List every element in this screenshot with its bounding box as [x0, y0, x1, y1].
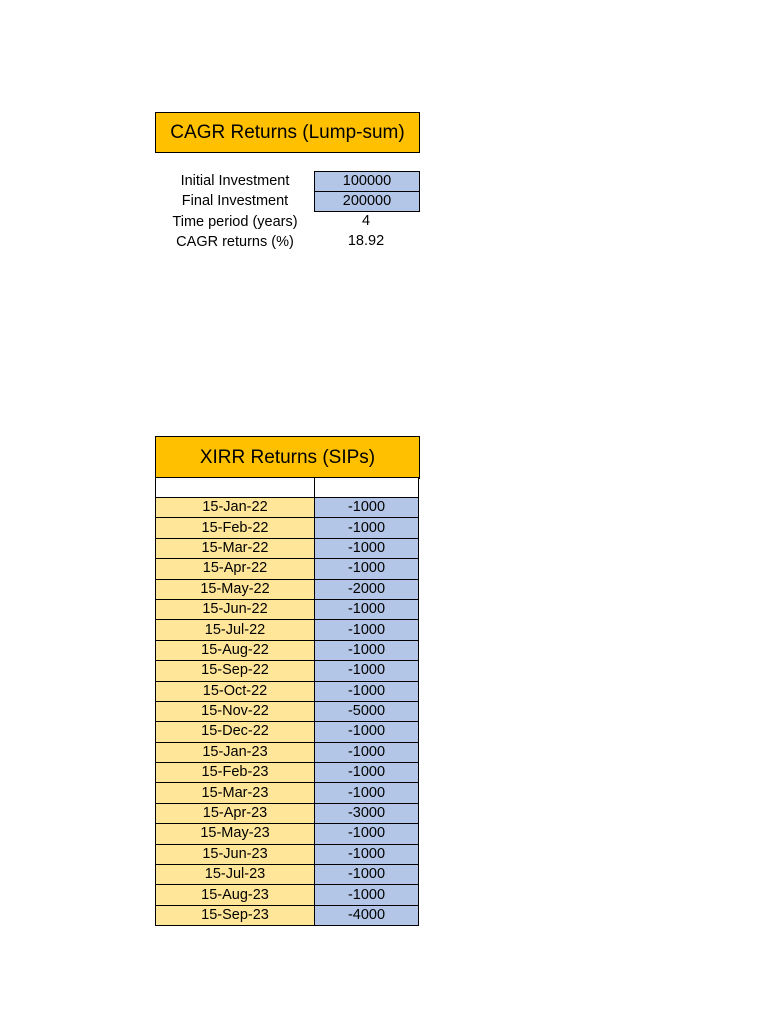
xirr-date-cell[interactable]: 15-Apr-23	[156, 803, 315, 823]
xirr-row	[156, 579, 419, 599]
xirr-amount-cell[interactable]: -1000	[315, 661, 419, 681]
xirr-date-cell[interactable]: 15-May-23	[156, 824, 315, 844]
xirr-amount-cell[interactable]: -5000	[315, 701, 419, 721]
xirr-row	[156, 701, 419, 721]
xirr-amount-cell[interactable]: -4000	[315, 905, 419, 925]
xirr-date-cell[interactable]: 15-Sep-23	[156, 905, 315, 925]
xirr-title-text: XIRR Returns (SIPs)	[199, 446, 376, 468]
xirr-row	[156, 885, 419, 905]
xirr-date-cell[interactable]: 15-Aug-22	[156, 640, 315, 660]
xirr-row	[156, 865, 419, 885]
xirr-row	[156, 518, 419, 538]
xirr-row	[156, 783, 419, 803]
xirr-row	[156, 599, 419, 619]
xirr-row	[156, 742, 419, 762]
xirr-amount-cell[interactable]: -1000	[315, 865, 419, 885]
xirr-date-cell[interactable]: 15-Mar-22	[156, 538, 315, 558]
cagr-row-final-investment	[155, 191, 419, 211]
xirr-date-cell[interactable]: 15-Jan-23	[156, 742, 315, 762]
xirr-date-cell[interactable]: 15-Aug-23	[156, 885, 315, 905]
xirr-header-date-cell[interactable]	[156, 478, 315, 498]
xirr-date-cell[interactable]: 15-Feb-22	[156, 518, 315, 538]
xirr-row	[156, 640, 419, 660]
xirr-table	[155, 477, 419, 926]
xirr-amount-cell[interactable]: -1000	[315, 620, 419, 640]
xirr-row	[156, 844, 419, 864]
xirr-row	[156, 722, 419, 742]
xirr-date-cell[interactable]: 15-Oct-22	[156, 681, 315, 701]
xirr-amount-cell[interactable]: -1000	[315, 722, 419, 742]
xirr-row	[156, 538, 419, 558]
xirr-amount-cell[interactable]: -2000	[315, 579, 419, 599]
xirr-amount-cell[interactable]: -1000	[315, 885, 419, 905]
cagr-title[interactable]	[155, 112, 420, 153]
xirr-amount-cell[interactable]: -3000	[315, 803, 419, 823]
cagr-row-time-period	[155, 212, 419, 232]
cagr-label: Final Investment	[181, 193, 289, 209]
cagr-cell-time-period[interactable]: 4	[361, 213, 371, 229]
cagr-label: Time period (years)	[172, 214, 298, 230]
cagr-input-initial-investment[interactable]: 100000	[314, 171, 420, 191]
xirr-date-cell[interactable]: 15-Feb-23	[156, 763, 315, 783]
cagr-row-returns	[155, 232, 419, 252]
xirr-title[interactable]	[155, 436, 420, 479]
xirr-row	[156, 559, 419, 579]
xirr-amount-cell[interactable]: -1000	[315, 824, 419, 844]
xirr-date-cell[interactable]: 15-Dec-22	[156, 722, 315, 742]
cagr-cell-returns[interactable]: 18.92	[347, 233, 385, 249]
xirr-date-cell[interactable]: 15-May-22	[156, 579, 315, 599]
xirr-date-cell[interactable]: 15-Jul-22	[156, 620, 315, 640]
xirr-amount-cell[interactable]: -1000	[315, 763, 419, 783]
cagr-row-initial-investment	[155, 171, 419, 191]
xirr-amount-cell[interactable]: -1000	[315, 498, 419, 518]
xirr-date-cell[interactable]: 15-Jun-23	[156, 844, 315, 864]
cagr-label: CAGR returns (%)	[176, 234, 294, 250]
xirr-row	[156, 661, 419, 681]
xirr-amount-cell[interactable]: -1000	[315, 538, 419, 558]
xirr-amount-cell[interactable]: -1000	[315, 518, 419, 538]
xirr-date-cell[interactable]: 15-Nov-22	[156, 701, 315, 721]
xirr-amount-cell[interactable]: -1000	[315, 783, 419, 803]
xirr-date-cell[interactable]: 15-Jun-22	[156, 599, 315, 619]
xirr-amount-cell[interactable]: -1000	[315, 559, 419, 579]
cagr-label: Initial Investment	[180, 173, 290, 189]
xirr-date-cell[interactable]: 15-Jul-23	[156, 865, 315, 885]
xirr-date-cell[interactable]: 15-Jan-22	[156, 498, 315, 518]
cagr-input-final-investment[interactable]: 200000	[314, 191, 420, 212]
xirr-date-cell[interactable]: 15-Sep-22	[156, 661, 315, 681]
xirr-row	[156, 681, 419, 701]
xirr-amount-cell[interactable]: -1000	[315, 640, 419, 660]
xirr-row	[156, 763, 419, 783]
xirr-date-cell[interactable]: 15-Mar-23	[156, 783, 315, 803]
xirr-amount-cell[interactable]: -1000	[315, 742, 419, 762]
xirr-amount-cell[interactable]: -1000	[315, 599, 419, 619]
xirr-row	[156, 824, 419, 844]
xirr-date-cell[interactable]: 15-Apr-22	[156, 559, 315, 579]
xirr-row	[156, 620, 419, 640]
xirr-header-amount-cell[interactable]	[315, 478, 419, 498]
xirr-amount-cell[interactable]: -1000	[315, 844, 419, 864]
xirr-header-row	[156, 478, 419, 498]
xirr-row	[156, 803, 419, 823]
xirr-row	[156, 905, 419, 925]
xirr-row	[156, 498, 419, 518]
cagr-title-text: CAGR Returns (Lump-sum)	[170, 121, 405, 143]
xirr-amount-cell[interactable]: -1000	[315, 681, 419, 701]
